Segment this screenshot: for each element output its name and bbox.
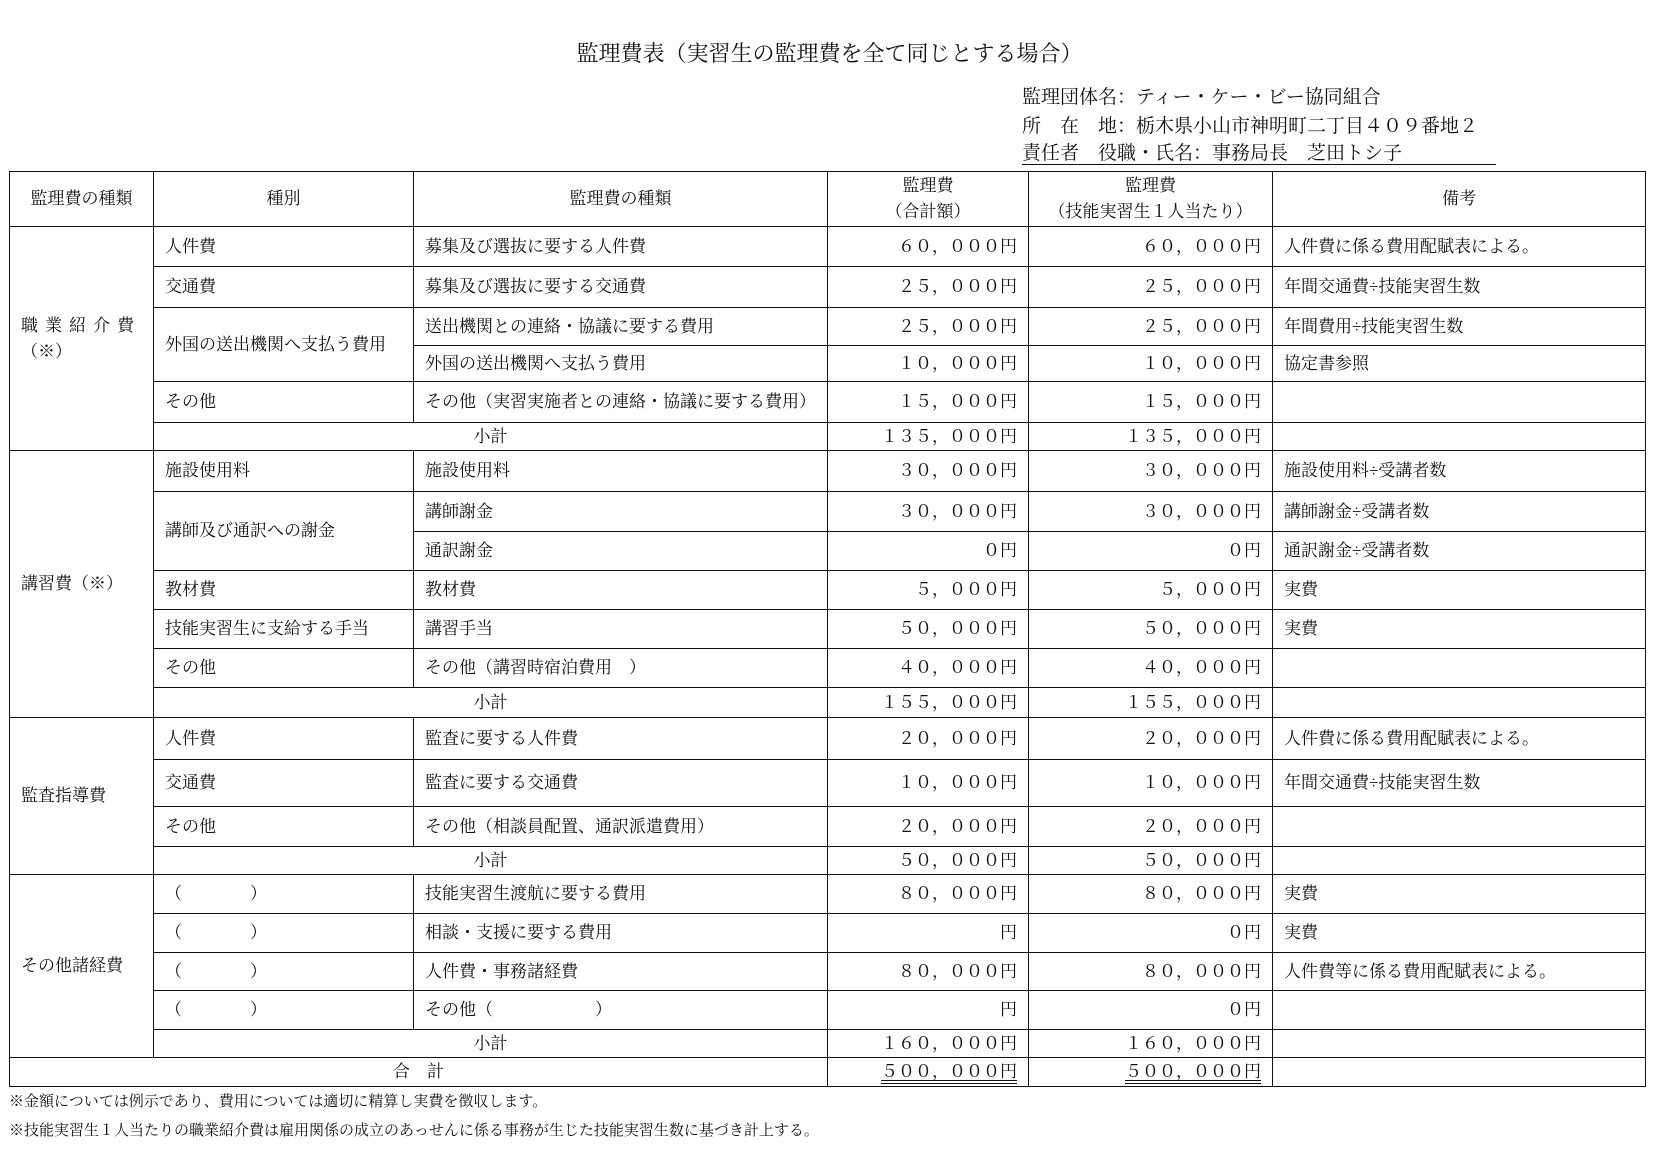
description-cell: 人件費・事務諸経費 xyxy=(414,953,828,991)
total-amount-cell: １０，０００円 xyxy=(828,346,1029,382)
subtotal-label: 小計 xyxy=(154,423,828,451)
per-person-amount-cell: ２５，０００円 xyxy=(1029,308,1273,346)
note-cell xyxy=(1273,1058,1646,1087)
description-cell: 施設使用料 xyxy=(414,451,828,492)
fee-row xyxy=(10,227,1646,267)
fee-row xyxy=(10,571,1646,610)
type-cell: その他 xyxy=(154,382,414,423)
type-cell: 人件費 xyxy=(154,718,414,760)
type-cell: 技能実習生に支給する手当 xyxy=(154,610,414,649)
per-person-amount-cell: ０円 xyxy=(1029,914,1273,953)
header-fee-category: 監理費の種類 xyxy=(10,172,154,227)
subtotal-row xyxy=(10,1030,1646,1058)
per-person-amount-cell: ５０，０００円 xyxy=(1029,610,1273,649)
total-amount-cell: ２５，０００円 xyxy=(828,308,1029,346)
total-amount-cell: ３０，０００円 xyxy=(828,451,1029,492)
fee-row xyxy=(10,760,1646,807)
note-cell xyxy=(1273,423,1646,451)
organization-address: 所 在 地：栃木県小山市神明町二丁目４０９番地２ xyxy=(1022,116,1479,137)
type-cell: 交通費 xyxy=(154,760,414,807)
grand-total-value: ５００，０００円 xyxy=(881,1062,1017,1082)
type-cell: （ ） xyxy=(154,953,414,991)
per-person-amount-cell: １０，０００円 xyxy=(1029,760,1273,807)
responsible-person: 責任者 役職・氏名：事務局長 芝田トシ子 xyxy=(1022,143,1496,165)
note-cell xyxy=(1273,991,1646,1030)
fee-row xyxy=(10,492,1646,532)
subtotal-row xyxy=(10,423,1646,451)
type-cell: 講師及び通訳への謝金 xyxy=(154,492,414,571)
header-row xyxy=(10,172,1646,227)
note-cell: 施設使用料÷受講者数 xyxy=(1273,451,1646,492)
per-person-amount-cell: ０円 xyxy=(1029,991,1273,1030)
total-amount-cell: 円 xyxy=(828,991,1029,1030)
description-cell: 通訳謝金 xyxy=(414,532,828,571)
category-label: （※） xyxy=(21,341,72,361)
subtotal-per-person-cell: １３５，０００円 xyxy=(1029,423,1273,451)
supervision-fee-table xyxy=(9,171,1646,1087)
description-cell: その他（相談員配置、通訳派遣費用） xyxy=(414,807,828,847)
category-label: 講習費（※） xyxy=(21,574,123,593)
footnote-placement-fee-basis: ※技能実習生１人当たりの職業紹介費は雇用関係の成立のあっせんに係る事務が生じた技能実習生数に基づき計上する。 xyxy=(9,1123,819,1139)
per-person-amount-cell: ２５，０００円 xyxy=(1029,267,1273,308)
fee-row xyxy=(10,382,1646,423)
category-label: その他諸経費 xyxy=(21,956,123,975)
subtotal-total-cell: ５０，０００円 xyxy=(828,847,1029,875)
note-cell: 年間交通費÷技能実習生数 xyxy=(1273,267,1646,308)
note-cell: 実費 xyxy=(1273,875,1646,914)
note-cell: 実費 xyxy=(1273,610,1646,649)
grand-total-per-person-cell xyxy=(1029,1058,1273,1087)
note-cell: 実費 xyxy=(1273,571,1646,610)
total-amount-cell: ５０，０００円 xyxy=(828,610,1029,649)
note-cell: 人件費に係る費用配賦表による。 xyxy=(1273,227,1646,267)
fee-row xyxy=(10,807,1646,847)
type-cell: （ ） xyxy=(154,914,414,953)
type-cell: （ ） xyxy=(154,875,414,914)
description-cell: その他（ ） xyxy=(414,991,828,1030)
header-total-amount-line1: 監理費 xyxy=(902,176,954,195)
total-amount-cell: ２０，０００円 xyxy=(828,807,1029,847)
document-title: 監理費表（実習生の監理費を全て同じとする場合） xyxy=(576,41,1083,66)
subtotal-row xyxy=(10,847,1646,875)
subtotal-per-person-cell: １５５，０００円 xyxy=(1029,688,1273,718)
fee-row xyxy=(10,267,1646,308)
type-cell: （ ） xyxy=(154,991,414,1030)
category-label: 職業紹介費 xyxy=(21,315,141,335)
category-cell xyxy=(10,451,154,718)
note-cell xyxy=(1273,649,1646,688)
total-amount-cell: ２５，０００円 xyxy=(828,267,1029,308)
category-cell xyxy=(10,227,154,451)
description-cell: その他（実習実施者との連絡・協議に要する費用） xyxy=(414,382,828,423)
description-cell: 監査に要する交通費 xyxy=(414,760,828,807)
fee-row xyxy=(10,610,1646,649)
per-person-amount-cell: ４０，０００円 xyxy=(1029,649,1273,688)
total-amount-cell: ６０，０００円 xyxy=(828,227,1029,267)
note-cell: 講師謝金÷受講者数 xyxy=(1273,492,1646,532)
total-amount-cell: ５，０００円 xyxy=(828,571,1029,610)
per-person-amount-cell: ３０，０００円 xyxy=(1029,451,1273,492)
total-amount-cell: ８０，０００円 xyxy=(828,875,1029,914)
description-cell: 監査に要する人件費 xyxy=(414,718,828,760)
table-header xyxy=(10,172,1646,227)
per-person-amount-cell: ２０，０００円 xyxy=(1029,807,1273,847)
per-person-amount-cell: １５，０００円 xyxy=(1029,382,1273,423)
header-note: 備考 xyxy=(1273,172,1646,227)
total-amount-cell: １０，０００円 xyxy=(828,760,1029,807)
per-person-amount-cell: ６０，０００円 xyxy=(1029,227,1273,267)
note-cell xyxy=(1273,688,1646,718)
supervising-organization-name: 監理団体名：ティー・ケー・ビー協同組合 xyxy=(1022,87,1381,108)
description-cell: 募集及び選抜に要する交通費 xyxy=(414,267,828,308)
header-per-person-amount xyxy=(1029,172,1273,227)
total-amount-cell: 円 xyxy=(828,914,1029,953)
description-cell: 教材費 xyxy=(414,571,828,610)
fee-row xyxy=(10,875,1646,914)
description-cell: 外国の送出機関へ支払う費用 xyxy=(414,346,828,382)
fee-row xyxy=(10,914,1646,953)
type-cell: 交通費 xyxy=(154,267,414,308)
per-person-amount-cell: ８０，０００円 xyxy=(1029,875,1273,914)
total-amount-cell: ０円 xyxy=(828,532,1029,571)
category-cell xyxy=(10,875,154,1058)
note-cell: 人件費等に係る費用配賦表による。 xyxy=(1273,953,1646,991)
fee-row xyxy=(10,451,1646,492)
grand-total-value: ５００，０００円 xyxy=(1125,1062,1261,1082)
description-cell: その他（講習時宿泊費用 ） xyxy=(414,649,828,688)
note-cell xyxy=(1273,847,1646,875)
subtotal-label: 小計 xyxy=(154,847,828,875)
per-person-amount-cell: ５，０００円 xyxy=(1029,571,1273,610)
type-cell: その他 xyxy=(154,649,414,688)
fee-row xyxy=(10,953,1646,991)
subtotal-per-person-cell: １６０，０００円 xyxy=(1029,1030,1273,1058)
note-cell xyxy=(1273,1030,1646,1058)
type-cell: 外国の送出機関へ支払う費用 xyxy=(154,308,414,382)
grand-total-row xyxy=(10,1058,1646,1087)
header-fee-description: 監理費の種類 xyxy=(414,172,828,227)
note-cell: 通訳謝金÷受講者数 xyxy=(1273,532,1646,571)
header-total-amount xyxy=(828,172,1029,227)
note-cell: 人件費に係る費用配賦表による。 xyxy=(1273,718,1646,760)
category-cell xyxy=(10,718,154,875)
description-cell: 技能実習生渡航に要する費用 xyxy=(414,875,828,914)
type-cell: 施設使用料 xyxy=(154,451,414,492)
per-person-amount-cell: ３０，０００円 xyxy=(1029,492,1273,532)
header-per-person-line1: 監理費 xyxy=(1125,176,1176,195)
per-person-amount-cell: ０円 xyxy=(1029,532,1273,571)
subtotal-label: 小計 xyxy=(154,1030,828,1058)
note-cell: 年間交通費÷技能実習生数 xyxy=(1273,760,1646,807)
description-cell: 講師謝金 xyxy=(414,492,828,532)
fee-row xyxy=(10,718,1646,760)
description-cell: 送出機関との連絡・協議に要する費用 xyxy=(414,308,828,346)
total-amount-cell: ４０，０００円 xyxy=(828,649,1029,688)
subtotal-label: 小計 xyxy=(154,688,828,718)
subtotal-row xyxy=(10,688,1646,718)
grand-total-amount-cell xyxy=(828,1058,1029,1087)
per-person-amount-cell: １０，０００円 xyxy=(1029,346,1273,382)
footnote-amount-example: ※金額については例示であり、費用については適切に精算し実費を徴収します。 xyxy=(9,1094,548,1110)
header-type: 種別 xyxy=(154,172,414,227)
note-cell xyxy=(1273,807,1646,847)
per-person-amount-cell: ２０，０００円 xyxy=(1029,718,1273,760)
total-amount-cell: ８０，０００円 xyxy=(828,953,1029,991)
type-cell: その他 xyxy=(154,807,414,847)
subtotal-total-cell: １３５，０００円 xyxy=(828,423,1029,451)
fee-row xyxy=(10,649,1646,688)
per-person-amount-cell: ８０，０００円 xyxy=(1029,953,1273,991)
subtotal-total-cell: １５５，０００円 xyxy=(828,688,1029,718)
grand-total-label: 合 計 xyxy=(10,1058,828,1087)
total-amount-cell: １５，０００円 xyxy=(828,382,1029,423)
description-cell: 相談・支援に要する費用 xyxy=(414,914,828,953)
description-cell: 募集及び選抜に要する人件費 xyxy=(414,227,828,267)
subtotal-total-cell: １６０，０００円 xyxy=(828,1030,1029,1058)
total-amount-cell: ３０，０００円 xyxy=(828,492,1029,532)
subtotal-per-person-cell: ５０，０００円 xyxy=(1029,847,1273,875)
note-cell: 年間費用÷技能実習生数 xyxy=(1273,308,1646,346)
note-cell xyxy=(1273,382,1646,423)
fee-row xyxy=(10,991,1646,1030)
description-cell: 講習手当 xyxy=(414,610,828,649)
header-per-person-line2: （技能実習生１人当たり） xyxy=(1048,202,1253,221)
table-body xyxy=(10,227,1646,1087)
note-cell: 実費 xyxy=(1273,914,1646,953)
note-cell: 協定書参照 xyxy=(1273,346,1646,382)
header-total-amount-line2: （合計額） xyxy=(885,202,971,221)
type-cell: 教材費 xyxy=(154,571,414,610)
type-cell: 人件費 xyxy=(154,227,414,267)
fee-row xyxy=(10,308,1646,346)
total-amount-cell: ２０，０００円 xyxy=(828,718,1029,760)
category-label: 監査指導費 xyxy=(21,786,106,805)
